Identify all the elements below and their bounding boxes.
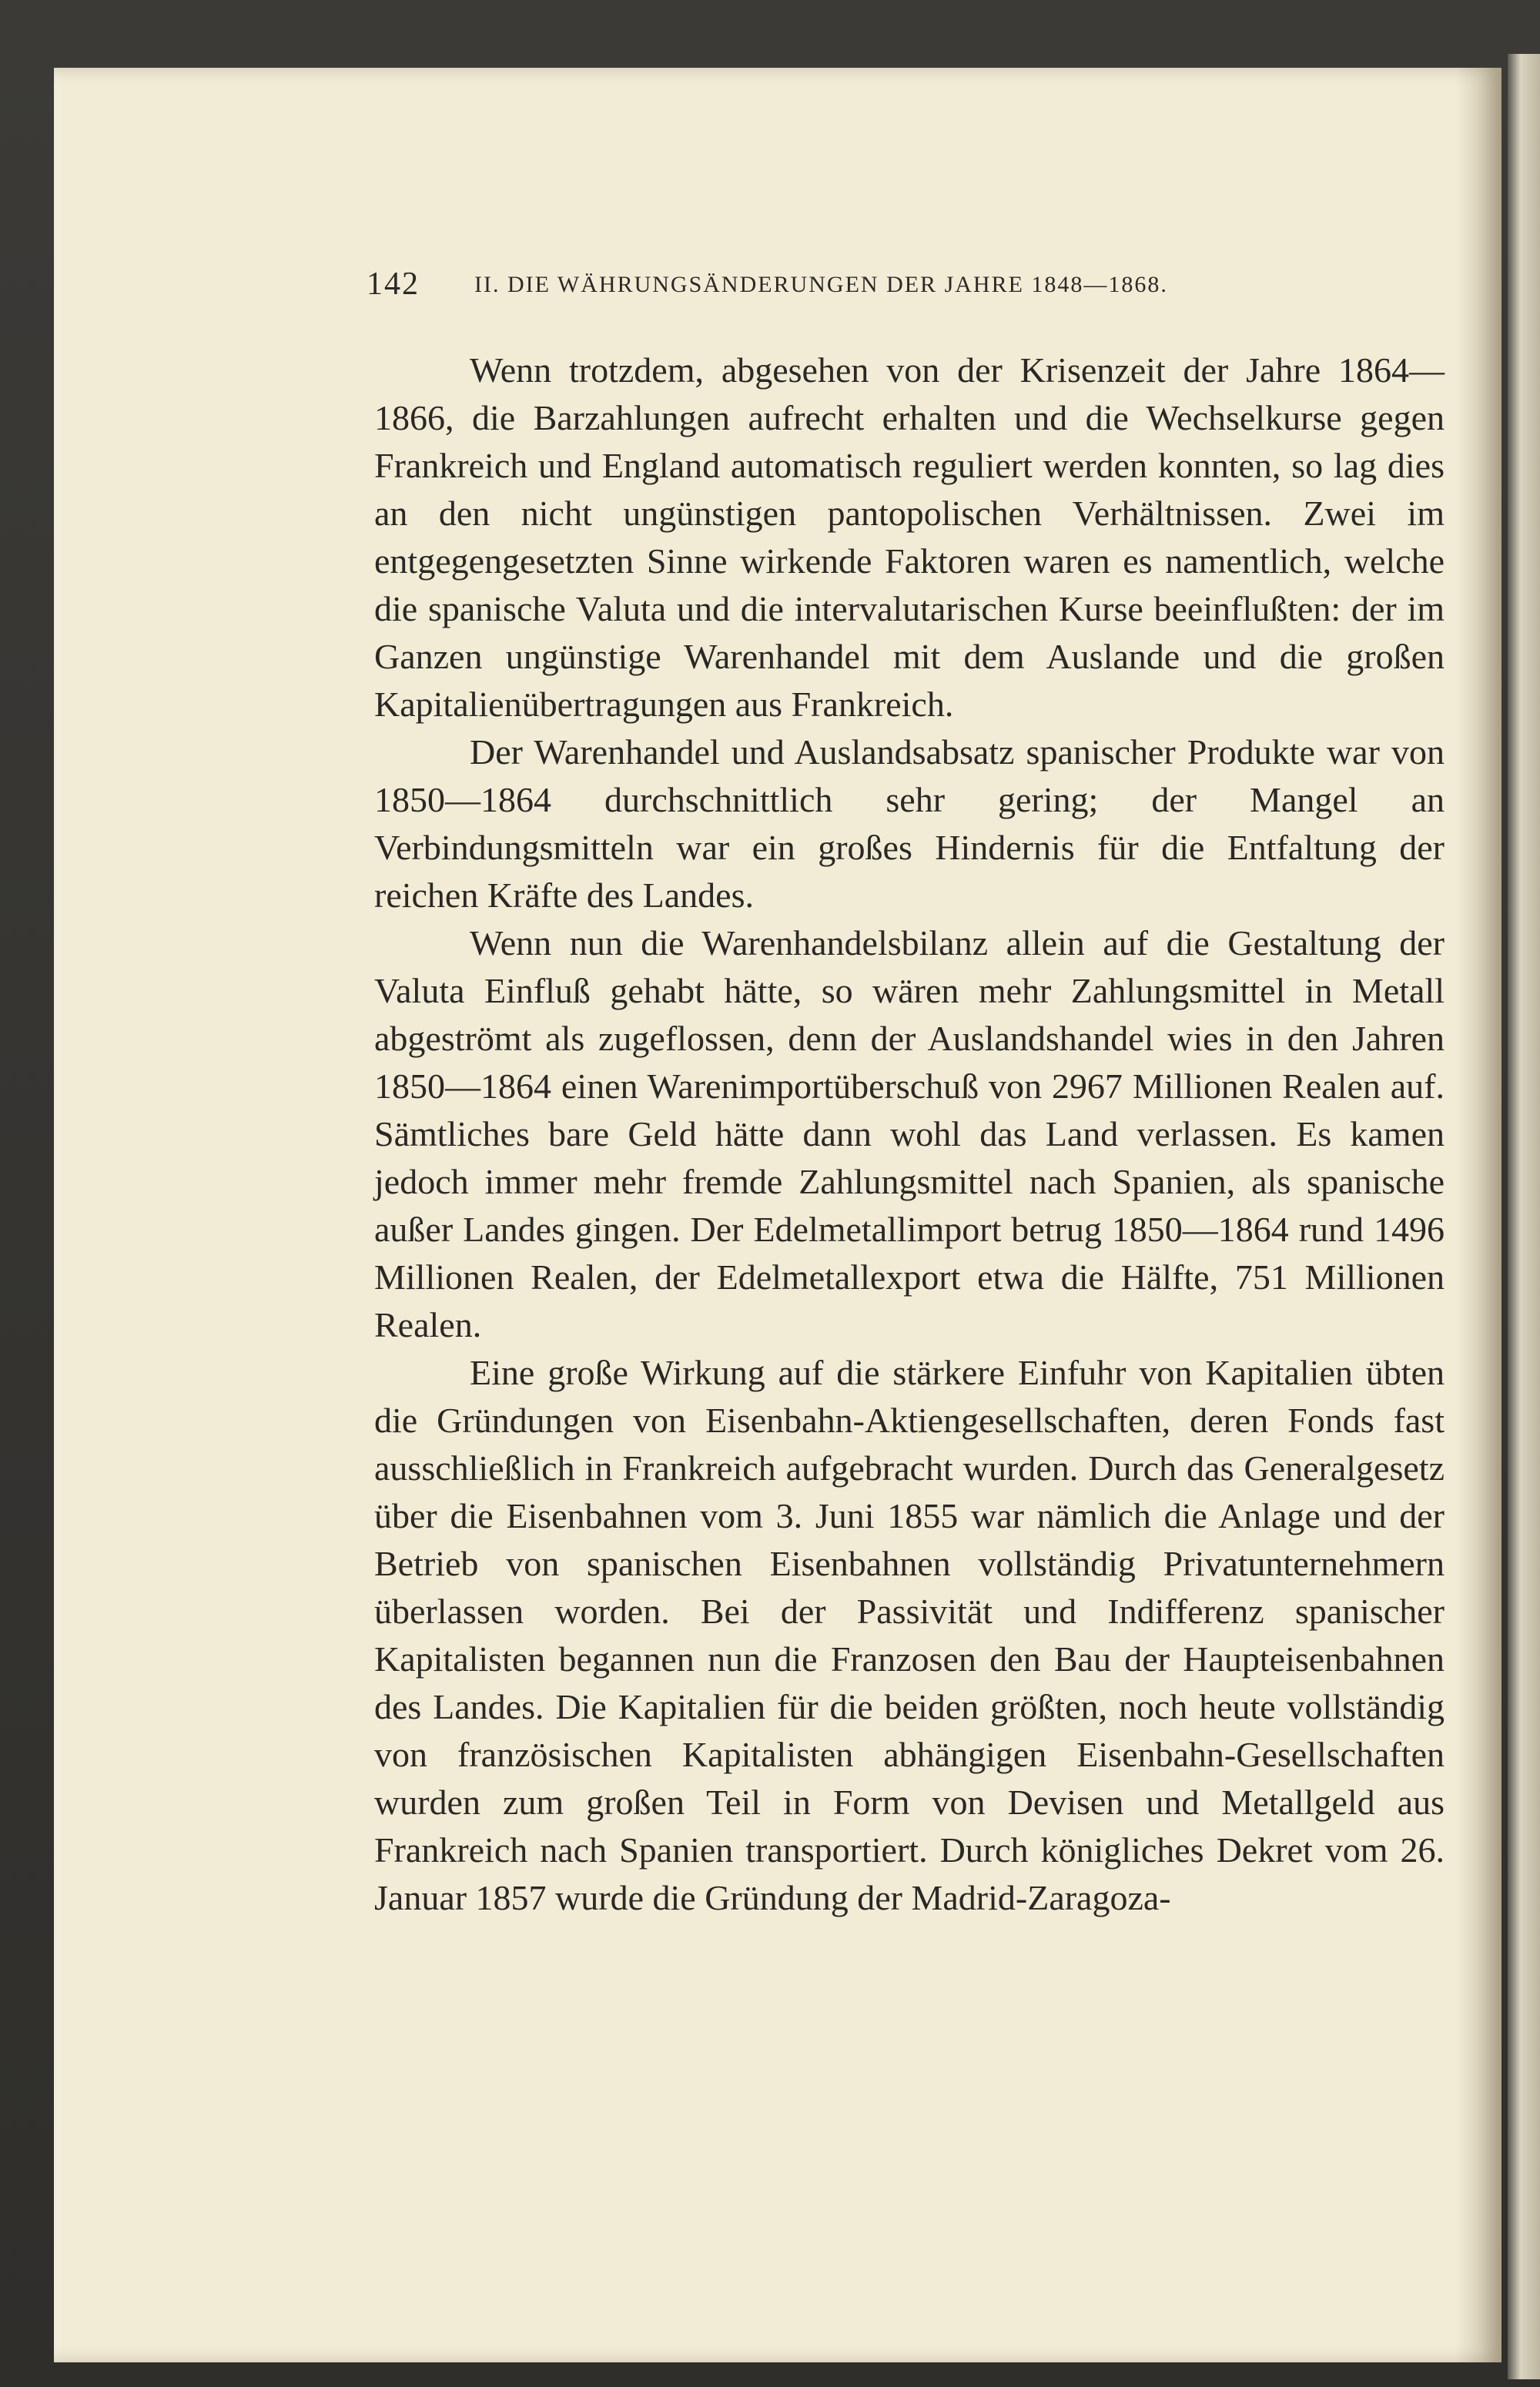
paragraph-1: Wenn trotzdem, abgesehen von der Krisenzeit der Jahre 1864—1866, die Barzahlungen aufrecht erhalten und die Wechselkurse gegen Frankreich und England automatisch reguliert werden konnten, so lag dies an den nicht ungünstigen pantopolischen Verhältnissen. Zwei im entgegengesetzten Sinne wirkende Faktoren waren es namentlich, welche die spanische Valuta und die intervalutarischen Kurse beeinflußten: der im Ganzen ungünstige Warenhandel mit dem Auslande und die großen Kapitalienübertragungen aus Frankreich.: [374, 350, 1445, 724]
page-number: 142: [367, 266, 420, 302]
paragraph-2: Der Warenhandel und Auslandsabsatz spanischer Produkte war von 1850—1864 durchschnittlich sehr gering; der Mangel an Verbindungsmitteln war ein großes Hindernis für die Entfaltung der reichen Kräfte des Landes.: [374, 732, 1445, 915]
paragraph-3: Wenn nun die Warenhandelsbilanz allein auf die Gestaltung der Valuta Einfluß gehabt hätte, so wären mehr Zahlungsmittel in Metall abgeströmt als zugeflossen, denn der Auslandshandel wies in den Jahren 1850—1864 einen Warenimportüberschuß von 2967 Millionen Realen auf. Sämtliches bare Geld hätte dann wohl das Land verlassen. Es kamen jedoch immer mehr fremde Zahlungsmittel nach Spanien, als spanische außer Landes gingen. Der Edelmetallimport betrug 1850—1864 rund 1496 Millionen Realen, der Edelmetallexport etwa die Hälfte, 751 Millionen Realen.: [374, 923, 1445, 1344]
book-edge: [1508, 54, 1540, 2379]
paragraph-4: Eine große Wirkung auf die stärkere Einfuhr von Kapitalien übten die Gründungen von Eisenbahn-Aktiengesellschaften, deren Fonds fast ausschließlich in Frankreich aufgebracht wurden. Durch das Generalgesetz über die Eisenbahnen vom 3. Juni 1855 war nämlich die Anlage und der Betrieb von spanischen Eisenbahnen vollständig Privatunternehmern überlassen worden. Bei der Passivität und Indifferenz spanischer Kapitalisten begannen nun die Franzosen den Bau der Haupteisenbahnen des Landes. Die Kapitalien für die beiden größten, noch heute vollständig von französischen Kapitalisten abhängigen Eisenbahn-Gesellschaften wurden zum großen Teil in Form von Devisen und Metallgeld aus Frankreich nach Spanien transportiert. Durch königliches Dekret vom 26. Januar 1857 wurde die Gründung der Madrid-Zaragoza-: [374, 1353, 1445, 1917]
running-header: [367, 266, 1321, 312]
running-title: II. DIE WÄHRUNGSÄNDERUNGEN DER JAHRE 1848—1868.: [474, 272, 1168, 297]
body-text: [374, 346, 1445, 1922]
page-gutter-shadow: [1455, 68, 1502, 2362]
